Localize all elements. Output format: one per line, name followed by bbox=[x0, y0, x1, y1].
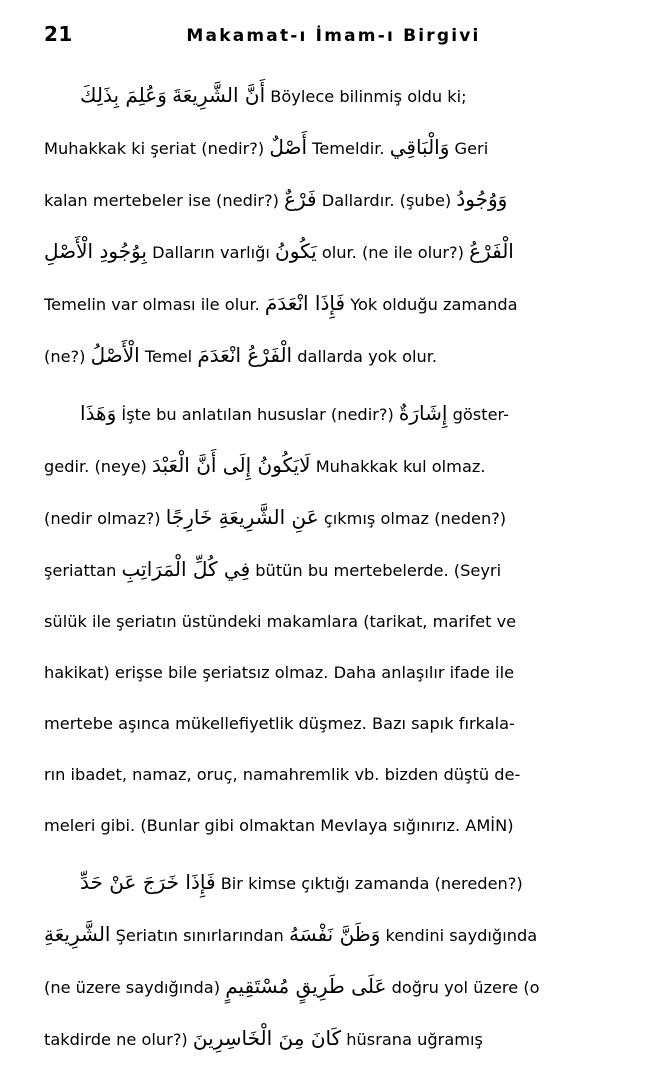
text-line bbox=[44, 187, 508, 211]
arabic-run: الشَّرِيعَةِ bbox=[44, 922, 111, 946]
latin-run: Dalların varlığı bbox=[152, 243, 270, 262]
latin-run: kendini saydığında bbox=[385, 926, 538, 945]
text-line bbox=[44, 816, 514, 835]
text-line bbox=[80, 870, 523, 894]
arabic-run: فِي كُلِّ الْمَرَاتِبِ bbox=[121, 557, 251, 581]
latin-run: (ne üzere saydığında) bbox=[44, 978, 221, 997]
page-number: 21 bbox=[44, 22, 73, 46]
latin-run: Dallardır. (şube) bbox=[321, 191, 452, 210]
text-line bbox=[44, 714, 515, 733]
latin-run: hakikat) erişse bile şeriatsız olmaz. Daha anlaşılır ifade ile bbox=[44, 663, 515, 682]
latin-run: şeriattan bbox=[44, 561, 117, 580]
text-line bbox=[80, 83, 467, 107]
latin-run: kalan mertebeler ise (nedir?) bbox=[44, 191, 279, 210]
latin-run: Muhakkak ki şeriat (nedir?) bbox=[44, 139, 265, 158]
arabic-run: أَصْلٌ bbox=[269, 135, 307, 159]
latin-run: Temeldir. bbox=[312, 139, 385, 158]
latin-run: İşte bu anlatılan hususlar (nedir?) bbox=[121, 405, 394, 424]
latin-run: sülük ile şeriatın üstündeki makamlara (tarikat, marifet ve bbox=[44, 612, 517, 631]
arabic-run: إِشَارَةٌ bbox=[398, 401, 448, 425]
arabic-run: لَايَكُونُ إِلَى أَنَّ الْعَبْدَ bbox=[152, 453, 311, 477]
paragraph bbox=[44, 388, 603, 851]
text-line bbox=[44, 291, 518, 315]
page-header bbox=[44, 22, 603, 56]
text-line bbox=[44, 612, 516, 631]
arabic-run: كَانَ مِنَ الْخَاسِرِينَ bbox=[192, 1026, 342, 1050]
latin-run: Muhakkak kul olmaz. bbox=[315, 457, 486, 476]
text-line bbox=[44, 922, 538, 946]
page-body bbox=[44, 70, 603, 1065]
arabic-run: فَرْعٌ bbox=[284, 187, 317, 211]
arabic-run: وَظَنَّ نَفْسَهُ bbox=[288, 922, 381, 946]
arabic-run: عَنِ الشَّرِيعَةِ خَارِجًا bbox=[165, 505, 319, 529]
text-line bbox=[80, 401, 510, 425]
latin-run: Geri bbox=[454, 139, 489, 158]
latin-run: Temelin var olması ile olur. bbox=[44, 295, 260, 314]
text-line bbox=[44, 239, 514, 263]
latin-run: doğru yol üzere (o bbox=[391, 978, 540, 997]
arabic-run: فَإِذَا انْعَدَمَ bbox=[264, 291, 346, 315]
arabic-run: وَهَذَا bbox=[80, 401, 117, 425]
text-line bbox=[44, 765, 520, 784]
arabic-run: يَكُونُ bbox=[275, 239, 317, 263]
latin-run: gedir. (neye) bbox=[44, 457, 147, 476]
arabic-run: وَوُجُودُ bbox=[456, 187, 508, 211]
latin-run: olur. (ne ile olur?) bbox=[321, 243, 464, 262]
text-line bbox=[44, 974, 540, 998]
latin-run: takdirde ne olur?) bbox=[44, 1030, 188, 1049]
arabic-run: الْأَصْلُ bbox=[90, 343, 140, 367]
text-line bbox=[44, 453, 486, 477]
running-title: Makamat-ı İmam-ı Birgivi bbox=[186, 26, 481, 46]
latin-run: meleri gibi. (Bunlar gibi olmaktan Mevlaya sığınırız. AMİN) bbox=[44, 816, 514, 835]
latin-run: Temel bbox=[144, 347, 193, 366]
arabic-run: فَإِذَا خَرَجَ عَنْ حَدِّ bbox=[80, 870, 216, 894]
arabic-run: أَنَّ الشَّرِيعَةَ bbox=[172, 83, 266, 107]
text-line bbox=[44, 343, 438, 367]
latin-run: göster- bbox=[452, 405, 510, 424]
latin-run: Şeriatın sınırlarından bbox=[115, 926, 284, 945]
arabic-run: الْفَرْعُ انْعَدَمَ bbox=[197, 343, 293, 367]
latin-run: (ne?) bbox=[44, 347, 86, 366]
text-line bbox=[44, 663, 514, 682]
latin-run: çıkmış olmaz (neden?) bbox=[323, 509, 507, 528]
text-line bbox=[44, 135, 489, 159]
latin-run: (nedir olmaz?) bbox=[44, 509, 161, 528]
arabic-run: الْفَرْعُ bbox=[469, 239, 514, 263]
arabic-run: عَلَى طَرِيقٍ مُسْتَقِيمٍ bbox=[225, 974, 387, 998]
latin-run: mertebe aşınca mükellefiyetlik düşmez. Bazı sapık fırkala- bbox=[44, 714, 515, 733]
arabic-run: وَالْبَاقِي bbox=[389, 135, 450, 159]
text-line bbox=[44, 1026, 483, 1050]
latin-run: dallarda yok olur. bbox=[297, 347, 438, 366]
text-line bbox=[44, 557, 502, 581]
arabic-run: بِوُجُودِ الْأَصْلِ bbox=[44, 239, 147, 263]
latin-run: Böylece bilinmiş oldu ki; bbox=[270, 87, 467, 106]
latin-run: Yok olduğu zamanda bbox=[350, 295, 518, 314]
latin-run: rın ibadet, namaz, oruç, namahremlik vb. bizden düştü de- bbox=[44, 765, 521, 784]
text-line bbox=[44, 505, 507, 529]
paragraph bbox=[44, 70, 603, 382]
arabic-run: وَعُلِمَ بِذَلِكَ bbox=[80, 83, 167, 107]
latin-run: hüsrana uğramış bbox=[346, 1030, 483, 1049]
latin-run: bütün bu mertebelerde. (Seyri bbox=[255, 561, 502, 580]
latin-run: Bir kimse çıktığı zamanda (nereden?) bbox=[220, 874, 523, 893]
paragraph bbox=[44, 857, 603, 1065]
